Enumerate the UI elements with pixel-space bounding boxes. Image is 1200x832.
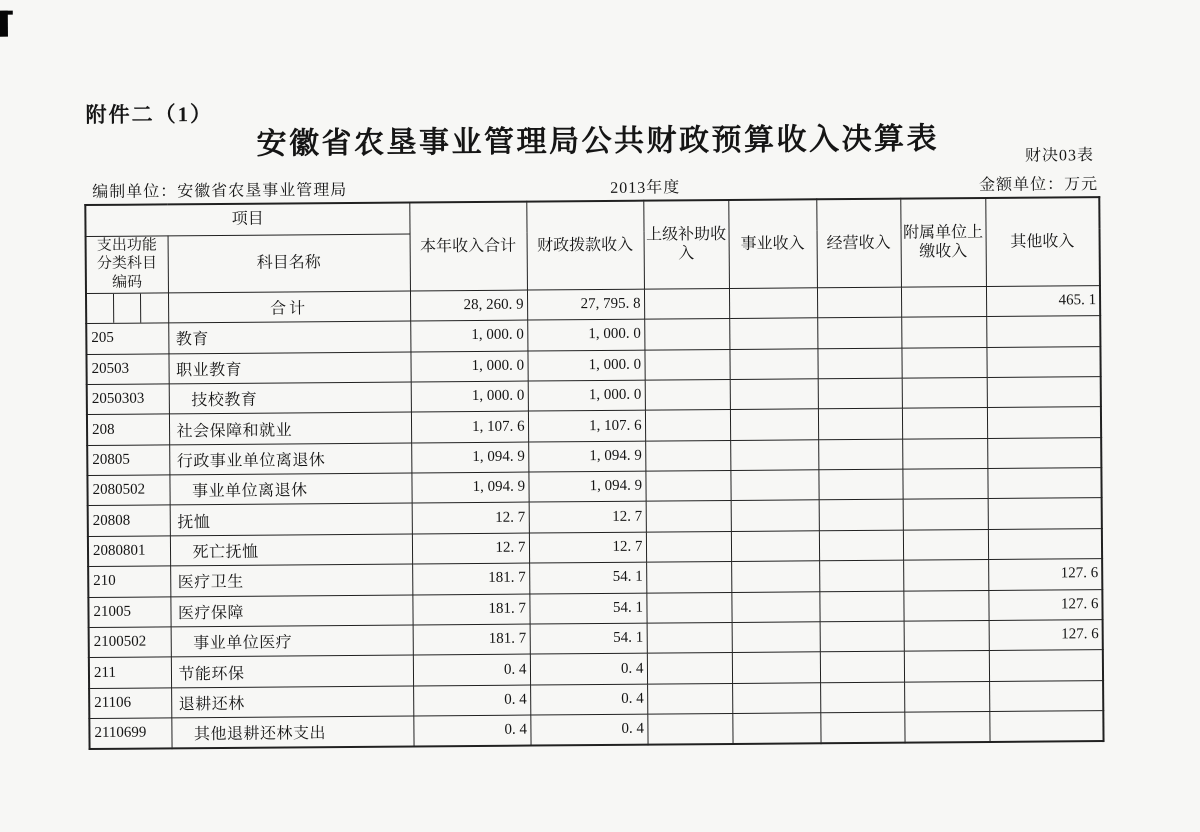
header-project-group: 项目 — [85, 202, 409, 236]
cell-subsidiary — [902, 408, 987, 439]
cell-operating — [819, 560, 903, 591]
prepared-by — [84, 177, 347, 202]
table-body — [86, 285, 1104, 749]
prepared-by-value: 安徽省农垦事业管理局 — [177, 181, 348, 201]
cell-fiscal: 12. 7 — [529, 532, 646, 563]
cell-operating — [817, 348, 901, 379]
amount-unit-value: 万元 — [1064, 176, 1099, 194]
fiscal-year: 2013年度 — [610, 179, 681, 197]
cell-subject-name: 医疗保障 — [170, 595, 412, 627]
header-subject-name: 科目名称 — [168, 233, 410, 292]
cell-business — [731, 531, 819, 562]
cell-subject-name: 其他退耕还林支出 — [171, 716, 413, 748]
cell-operating — [820, 621, 904, 652]
cell-superior — [647, 714, 732, 745]
cell-operating — [818, 439, 902, 470]
cell-subsidiary — [903, 529, 988, 560]
cell-fiscal: 0. 4 — [530, 654, 647, 685]
cell-superior — [644, 288, 729, 319]
cell-fiscal: 27, 795. 8 — [527, 289, 644, 320]
cell-total: 1, 000. 0 — [411, 381, 528, 412]
cell-fiscal: 1, 107. 6 — [528, 410, 645, 441]
cell-fiscal: 1, 000. 0 — [527, 350, 644, 381]
cell-other — [986, 346, 1100, 377]
cell-subsidiary — [902, 377, 987, 408]
cell-function-code — [86, 293, 168, 324]
cell-superior — [645, 379, 730, 410]
cell-business — [729, 348, 817, 379]
cell-total: 1, 107. 6 — [411, 411, 528, 442]
cell-business — [729, 288, 817, 319]
prepared-by-label: 编制单位： — [92, 183, 178, 201]
cell-business — [730, 439, 818, 470]
cell-function-code: 21005 — [88, 597, 170, 628]
cell-subsidiary — [901, 347, 986, 378]
cell-subject-name: 节能环保 — [171, 655, 413, 687]
cell-other — [987, 376, 1101, 407]
cell-total: 12. 7 — [412, 533, 529, 564]
cell-function-code: 211 — [89, 657, 171, 688]
cell-operating — [817, 287, 901, 318]
cell-business — [731, 500, 819, 531]
cell-superior — [647, 623, 732, 654]
cell-superior — [644, 319, 729, 350]
header-col-current-year-total: 本年收入合计 — [409, 202, 527, 291]
cell-subject-name: 教育 — [168, 321, 410, 353]
cell-subsidiary — [903, 590, 988, 621]
cell-subject-name: 合计 — [168, 291, 410, 323]
cell-total: 181. 7 — [413, 624, 530, 655]
form-code: 财决03表 — [1024, 147, 1095, 165]
cell-function-code: 2050303 — [87, 384, 169, 415]
cell-other — [986, 316, 1100, 347]
cell-subsidiary — [903, 560, 988, 591]
cell-subsidiary — [904, 621, 989, 652]
amount-unit-label: 金额单位： — [979, 176, 1065, 195]
cell-operating — [819, 530, 903, 561]
cell-business — [730, 470, 818, 501]
cell-total: 0. 4 — [413, 685, 530, 716]
cell-business — [732, 622, 820, 653]
cell-operating — [820, 652, 904, 683]
cell-total: 28, 260. 9 — [410, 290, 527, 321]
cell-other — [987, 407, 1101, 438]
cell-total: 0. 4 — [413, 654, 530, 685]
cell-function-code: 208 — [87, 414, 169, 445]
cell-function-code: 20808 — [88, 505, 170, 536]
header-col-operating-income: 经营收入 — [816, 199, 901, 288]
cell-subject-name: 职业教育 — [168, 352, 410, 384]
cell-subsidiary — [901, 286, 986, 317]
header-col-other-income: 其他收入 — [985, 197, 1100, 286]
cell-business — [732, 713, 820, 744]
cell-fiscal: 54. 1 — [530, 623, 647, 654]
cell-business — [730, 409, 818, 440]
cell-total: 1, 094. 9 — [411, 472, 528, 503]
cell-other — [987, 437, 1101, 468]
cell-business — [732, 652, 820, 683]
cell-business — [729, 318, 817, 349]
header-col-subsidiary-remittance: 附属单位上缴收入 — [900, 198, 986, 287]
cell-function-code: 20503 — [86, 353, 168, 384]
cell-operating — [818, 378, 902, 409]
cell-subject-name: 事业单位离退休 — [169, 473, 411, 505]
cell-other — [988, 528, 1102, 559]
cell-operating — [817, 317, 901, 348]
cell-subject-name: 抚恤 — [170, 503, 412, 535]
cell-business — [732, 683, 820, 714]
cell-function-code: 2110699 — [89, 718, 171, 749]
cell-subject-name: 死亡抚恤 — [170, 534, 412, 566]
cell-fiscal: 12. 7 — [529, 502, 646, 533]
cell-operating — [820, 682, 904, 713]
cell-superior — [645, 410, 730, 441]
cell-subject-name: 行政事业单位离退休 — [169, 443, 411, 475]
header-col-fiscal-appropriation: 财政拨款收入 — [526, 201, 644, 290]
cell-superior — [646, 562, 731, 593]
cell-fiscal: 1, 094. 9 — [528, 471, 645, 502]
header-row-1 — [85, 197, 1099, 236]
cell-other — [988, 498, 1102, 529]
cell-subject-name: 社会保障和就业 — [169, 412, 411, 444]
cell-operating — [819, 591, 903, 622]
cell-function-code: 205 — [86, 323, 168, 354]
cell-total: 12. 7 — [412, 503, 529, 534]
cell-function-code: 2080801 — [88, 536, 170, 567]
cell-fiscal: 54. 1 — [529, 562, 646, 593]
cell-function-code: 21106 — [89, 688, 171, 719]
amount-unit — [979, 171, 1098, 195]
cell-other — [989, 680, 1103, 711]
cell-superior — [645, 471, 730, 502]
cell-fiscal: 54. 1 — [529, 593, 646, 624]
cell-superior — [644, 349, 729, 380]
cell-operating — [818, 469, 902, 500]
cell-fiscal: 0. 4 — [530, 714, 647, 745]
cell-fiscal: 1, 000. 0 — [527, 319, 644, 350]
attachment-label: 附件二（1） — [85, 102, 214, 128]
cell-total: 1, 000. 0 — [410, 351, 527, 382]
cell-other — [989, 711, 1103, 742]
cell-subsidiary — [904, 651, 989, 682]
cell-other: 465. 1 — [986, 285, 1100, 316]
cell-operating — [820, 712, 904, 743]
cell-function-code: 2080502 — [87, 475, 169, 506]
cell-subsidiary — [904, 681, 989, 712]
cell-other: 127. 6 — [989, 620, 1103, 651]
cell-operating — [818, 408, 902, 439]
page-title: 安徽省农垦事业管理局公共财政预算收入决算表 — [256, 122, 940, 161]
cell-subsidiary — [902, 438, 987, 469]
cell-total: 0. 4 — [413, 715, 530, 746]
cell-total: 1, 000. 0 — [410, 320, 527, 351]
cell-total: 181. 7 — [412, 563, 529, 594]
cell-business — [730, 379, 818, 410]
cell-function-code: 20805 — [87, 445, 169, 476]
cell-subsidiary — [901, 317, 986, 348]
cell-superior — [646, 592, 731, 623]
cell-function-code: 2100502 — [89, 627, 171, 658]
cell-fiscal: 0. 4 — [530, 684, 647, 715]
cell-subject-name: 技校教育 — [169, 382, 411, 414]
header-col-business-income: 事业收入 — [728, 199, 817, 288]
cell-business — [731, 591, 819, 622]
cell-superior — [646, 531, 731, 562]
cell-fiscal: 1, 000. 0 — [528, 380, 645, 411]
cell-function-code: 210 — [88, 566, 170, 597]
cell-other: 127. 6 — [988, 589, 1102, 620]
cell-subject-name: 退耕还林 — [171, 686, 413, 718]
cell-other: 127. 6 — [988, 559, 1102, 590]
scan-artifact-mark — [0, 11, 8, 37]
cell-fiscal: 1, 094. 9 — [528, 441, 645, 472]
cell-superior — [647, 653, 732, 684]
cell-operating — [819, 500, 903, 531]
cell-superior — [647, 683, 732, 714]
revenue-table — [84, 196, 1104, 750]
cell-subject-name: 事业单位医疗 — [171, 625, 413, 657]
cell-total: 1, 094. 9 — [411, 442, 528, 473]
header-function-code: 支出功能分类科目编码 — [86, 235, 168, 293]
header-col-superior-subsidy: 上级补助收入 — [643, 200, 729, 289]
cell-subject-name: 医疗卫生 — [170, 564, 412, 596]
cell-subsidiary — [902, 469, 987, 500]
cell-superior — [645, 440, 730, 471]
cell-business — [731, 561, 819, 592]
cell-total: 181. 7 — [412, 594, 529, 625]
cell-subsidiary — [903, 499, 988, 530]
cell-superior — [646, 501, 731, 532]
cell-other — [989, 650, 1103, 681]
cell-subsidiary — [904, 712, 989, 743]
cell-other — [987, 468, 1101, 499]
